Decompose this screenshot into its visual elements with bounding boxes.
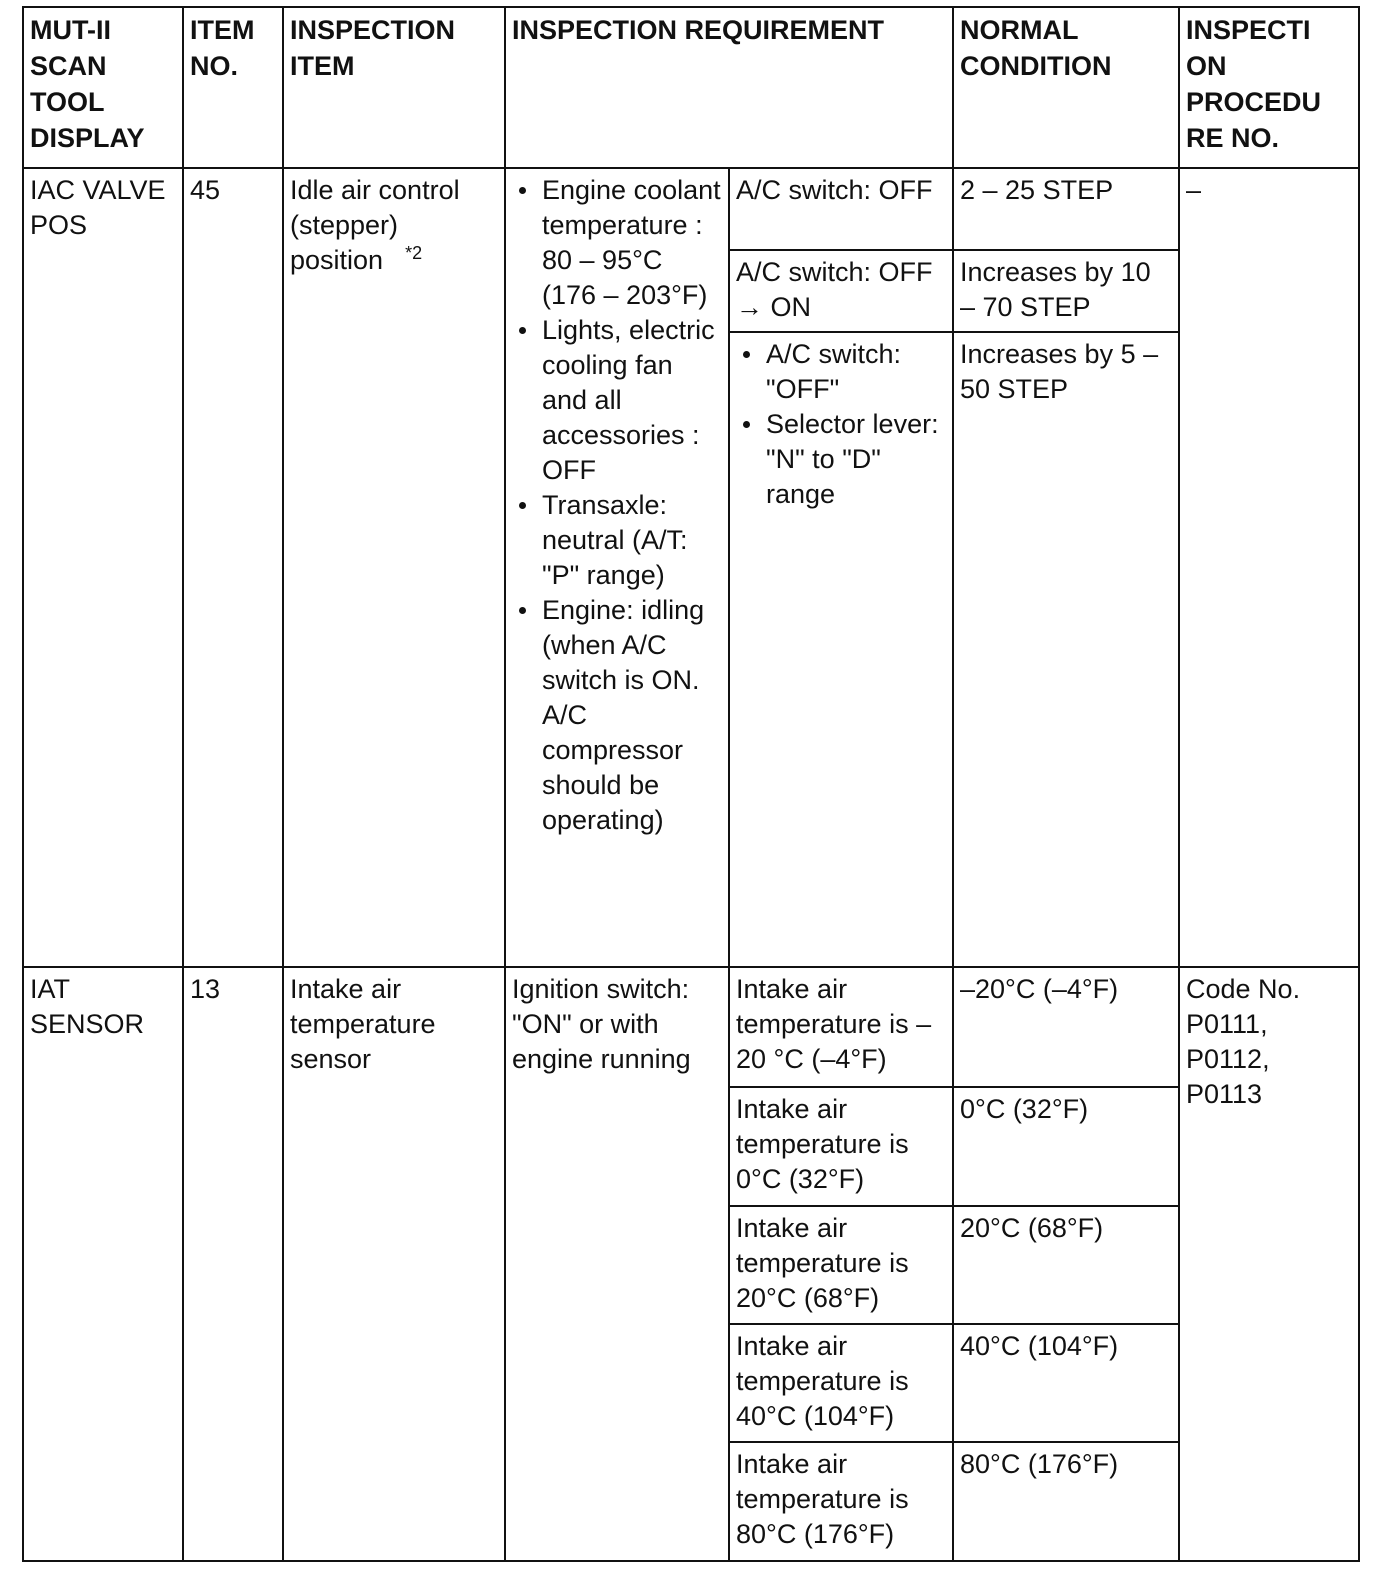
iac-normal-3: Increases by 5 – 50 STEP	[953, 332, 1179, 966]
header-inspection-item: INSPECTION ITEM	[283, 7, 505, 168]
iat-item-no: 13	[183, 967, 283, 1561]
list-item: Transaxle: neutral (A/T: "P" range)	[512, 488, 722, 593]
iac-requirement-3	[729, 332, 953, 966]
iac-inspection-item	[283, 168, 505, 967]
iat-normal-1: –20°C (–4°F)	[953, 967, 1179, 1087]
iat-procedure: Code No. P0111, P0112, P0113	[1179, 967, 1359, 1561]
list-item: Engine: idling (when A/C switch is ON. A/C compressor should be operating)	[512, 593, 722, 838]
iat-normal-3: 20°C (68°F)	[953, 1206, 1179, 1324]
iat-display: IAT SENSOR	[23, 967, 183, 1561]
header-normal-condition: NORMAL CONDITION	[953, 7, 1179, 168]
iac-conditions	[505, 168, 729, 967]
list-item: Engine coolant temperature : 80 – 95°C (176 – 203°F)	[512, 173, 722, 313]
header-row	[23, 7, 1359, 168]
iac-normal-1: 2 – 25 STEP	[953, 168, 1179, 250]
iac-normal-2: Increases by 10 – 70 STEP	[953, 250, 1179, 332]
iat-requirement-2: Intake air temperature is 0°C (32°F)	[729, 1087, 953, 1205]
iat-requirement-3: Intake air temperature is 20°C (68°F)	[729, 1206, 953, 1324]
header-display: MUT-II SCAN TOOL DISPLAY	[23, 7, 183, 168]
list-item: A/C switch: "OFF"	[736, 337, 946, 407]
iat-condition: Ignition switch: "ON" or with engine running	[505, 967, 729, 1561]
header-inspection-requirement: INSPECTION REQUIREMENT	[505, 7, 953, 168]
table-row	[23, 967, 1359, 1087]
iac-requirement-2: A/C switch: OFF → ON	[729, 250, 953, 332]
iac-item-text: Idle air control (stepper) position	[290, 174, 460, 275]
iac-item-no: 45	[183, 168, 283, 967]
iac-requirement-1: A/C switch: OFF	[729, 168, 953, 250]
header-item-no: ITEM NO.	[183, 7, 283, 168]
list-item: Lights, electric cooling fan and all accessories : OFF	[512, 313, 722, 488]
iac-procedure: –	[1179, 168, 1359, 967]
header-procedure-no: INSPECTI ON PROCEDU RE NO.	[1179, 7, 1359, 168]
iac-item-footnote: *2	[405, 242, 423, 263]
iat-inspection-item: Intake air temperature sensor	[283, 967, 505, 1561]
inspection-table	[22, 6, 1360, 1562]
iat-requirement-4: Intake air temperature is 40°C (104°F)	[729, 1324, 953, 1442]
inspection-sheet	[22, 6, 1358, 1562]
iac-display: IAC VALVE POS	[23, 168, 183, 967]
iat-normal-5: 80°C (176°F)	[953, 1442, 1179, 1561]
iat-normal-2: 0°C (32°F)	[953, 1087, 1179, 1205]
iac-requirement-3-list	[736, 337, 946, 512]
table-row	[23, 168, 1359, 250]
iat-requirement-5: Intake air temperature is 80°C (176°F)	[729, 1442, 953, 1561]
iat-requirement-1: Intake air temperature is –20 °C (–4°F)	[729, 967, 953, 1087]
list-item: Selector lever: "N" to "D" range	[736, 407, 946, 512]
iat-normal-4: 40°C (104°F)	[953, 1324, 1179, 1442]
iac-condition-list	[512, 173, 722, 838]
